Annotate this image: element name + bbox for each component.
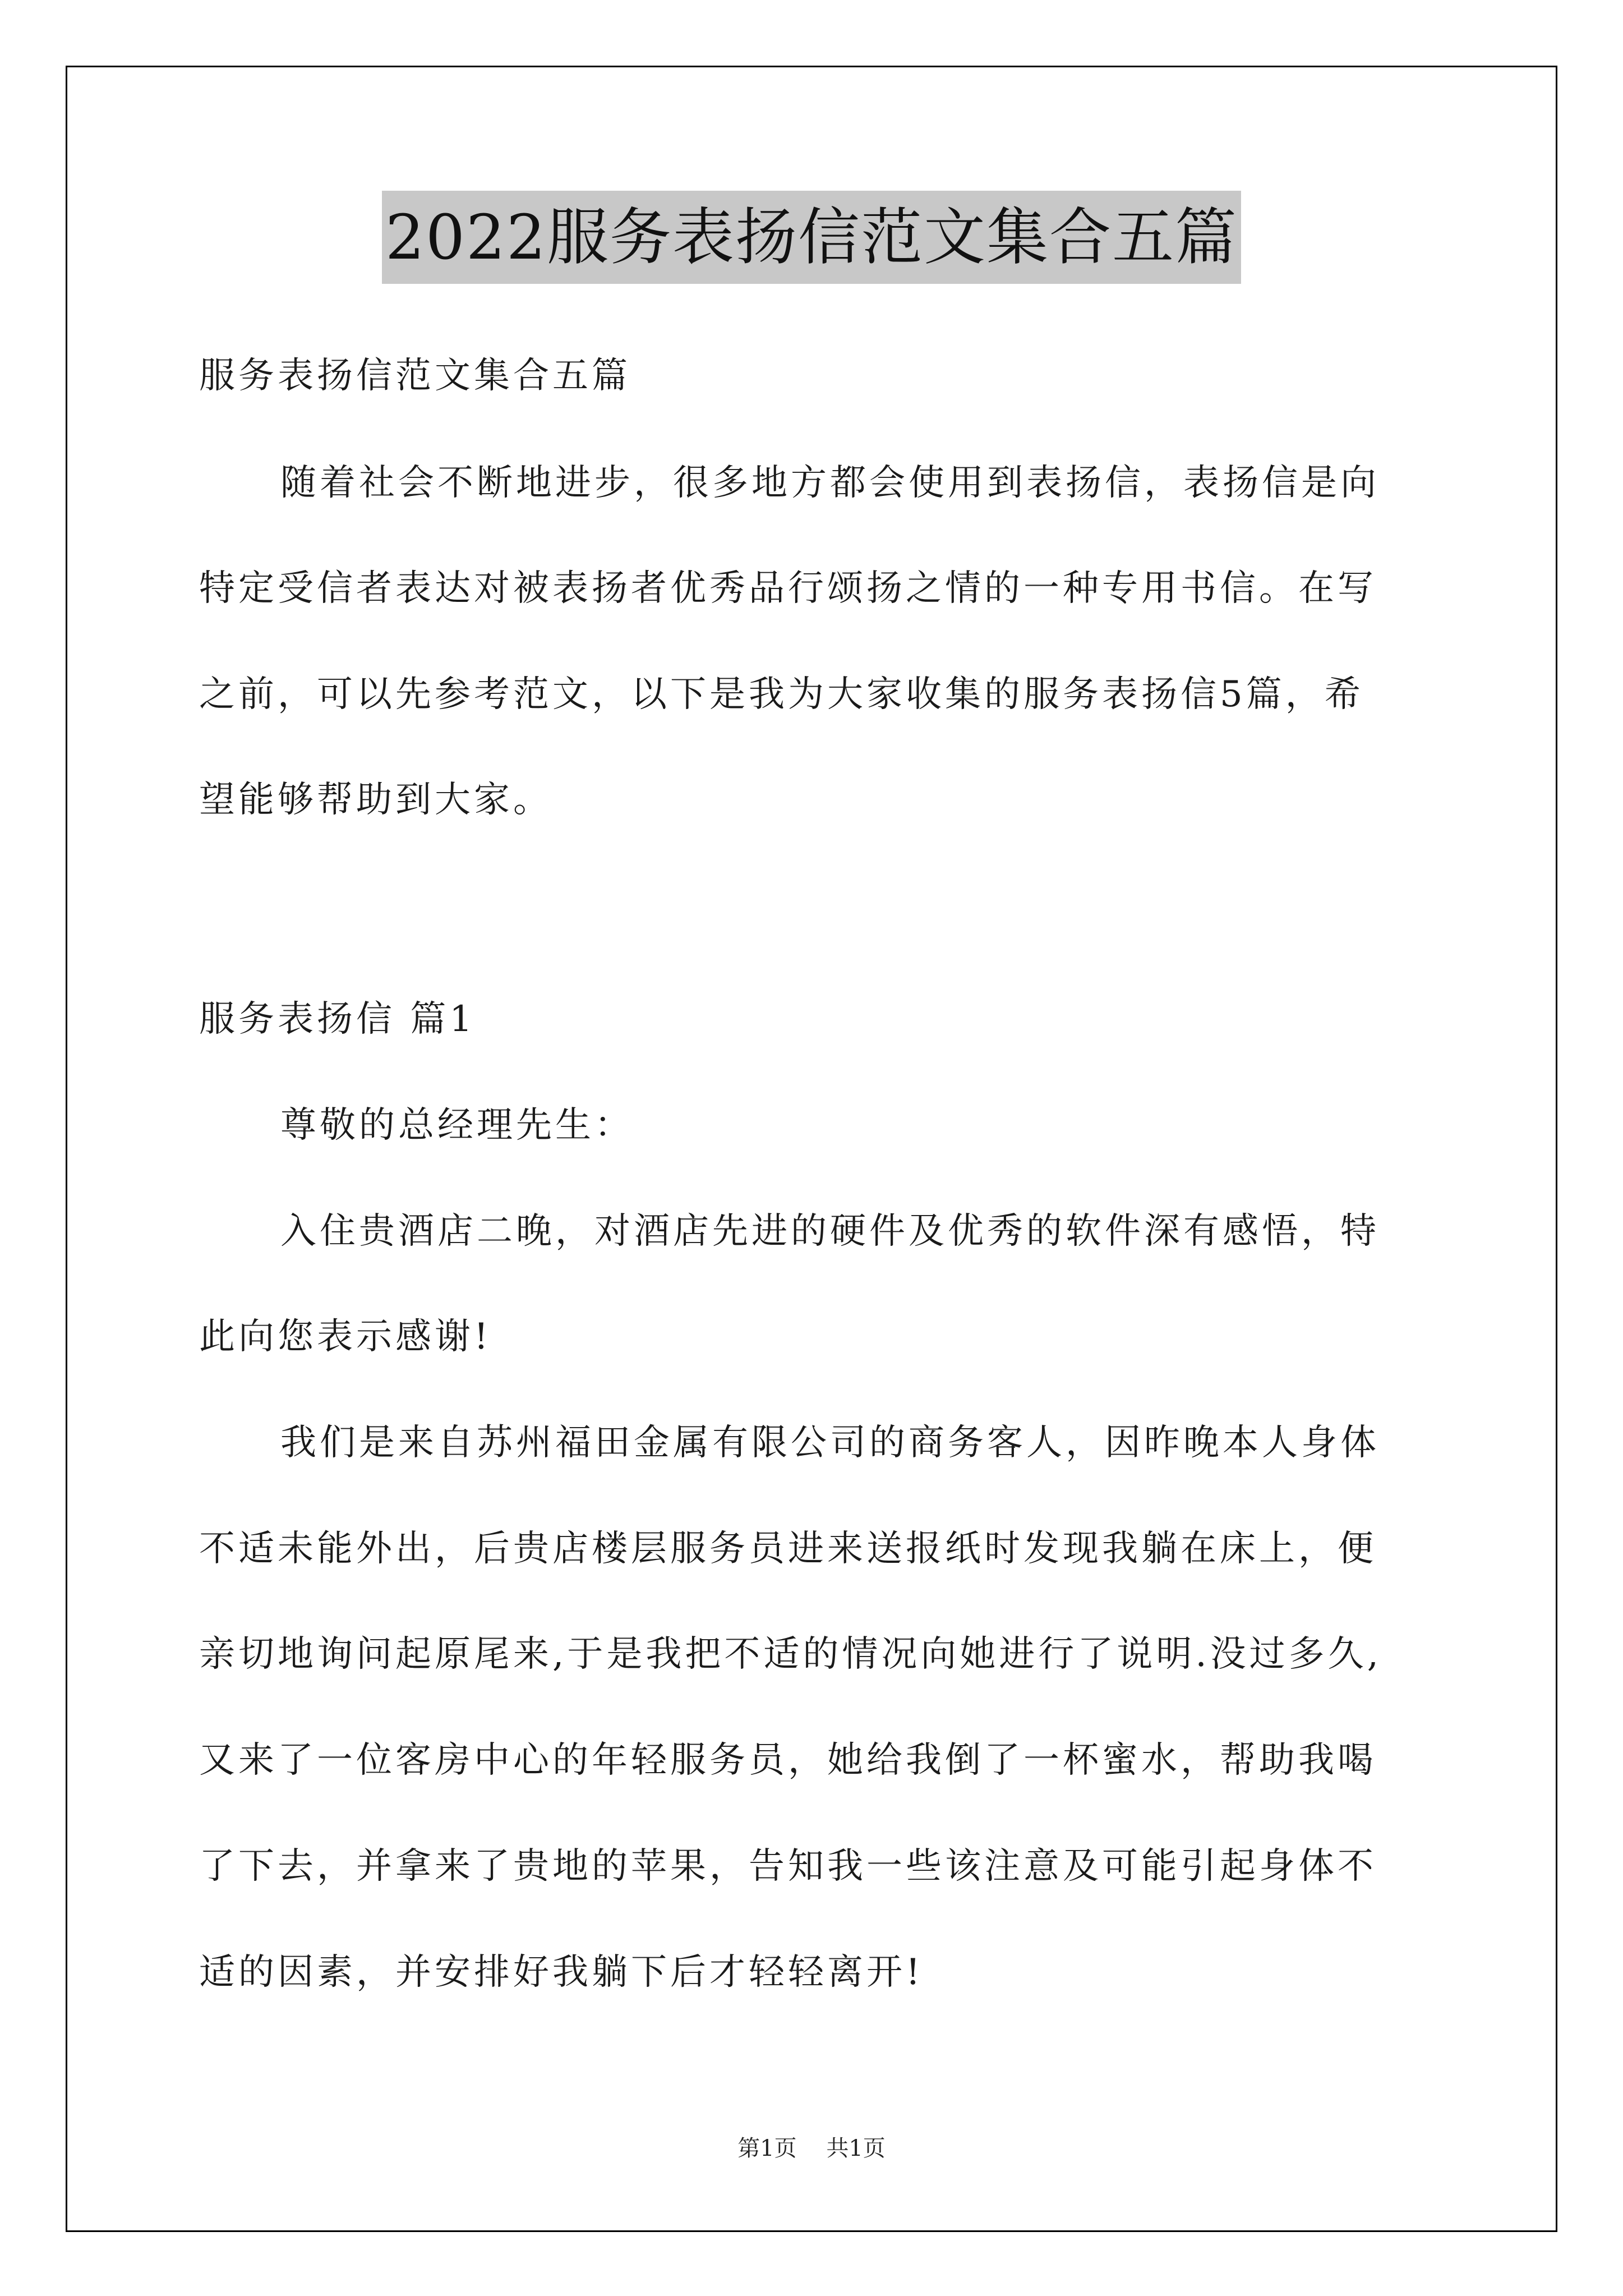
title-container [0, 191, 1623, 284]
page-total: 共1页 [826, 2136, 886, 2161]
intro-line-2: 特定受信者表达对被表扬者优秀品行颂扬之情的一种专用书信。在写 [199, 568, 1377, 609]
para1-line-1: 入住贵酒店二晚，对酒店先进的硬件及优秀的软件深有感悟，特 [280, 1211, 1380, 1252]
para2-line-4: 又来了一位客房中心的年轻服务员，她给我倒了一杯蜜水，帮助我喝 [199, 1740, 1377, 1781]
section-heading: 服务表扬信 篇1 [199, 999, 476, 1040]
para1-line-2: 此向您表示感谢! [199, 1316, 492, 1358]
para2-line-6: 适的因素，并安排好我躺下后才轻轻离开! [199, 1952, 924, 1993]
intro-line-4: 望能够帮助到大家。 [199, 779, 552, 821]
intro-line-1: 随着社会不断地进步，很多地方都会使用到表扬信，表扬信是向 [280, 462, 1380, 504]
intro-line-3: 之前，可以先参考范文，以下是我为大家收集的服务表扬信5篇，希 [199, 674, 1364, 715]
para2-line-2: 不适未能外出，后贵店楼层服务员进来送报纸时发现我躺在床上，便 [199, 1528, 1377, 1570]
page-number: 第1页 [737, 2136, 797, 2161]
salutation: 尊敬的总经理先生： [280, 1105, 634, 1146]
para2-line-1: 我们是来自苏州福田金属有限公司的商务客人，因昨晚本人身体 [280, 1422, 1380, 1464]
para2-line-3: 亲切地询问起原尾来,于是我把不适的情况向她进行了说明.没过多久, [199, 1634, 1382, 1675]
subtitle: 服务表扬信范文集合五篇 [199, 355, 631, 397]
document-title: 2022服务表扬信范文集合五篇 [382, 191, 1241, 284]
page-footer [0, 2134, 1623, 2162]
para2-line-5: 了下去，并拿来了贵地的苹果，告知我一些该注意及可能引起身体不 [199, 1846, 1377, 1887]
